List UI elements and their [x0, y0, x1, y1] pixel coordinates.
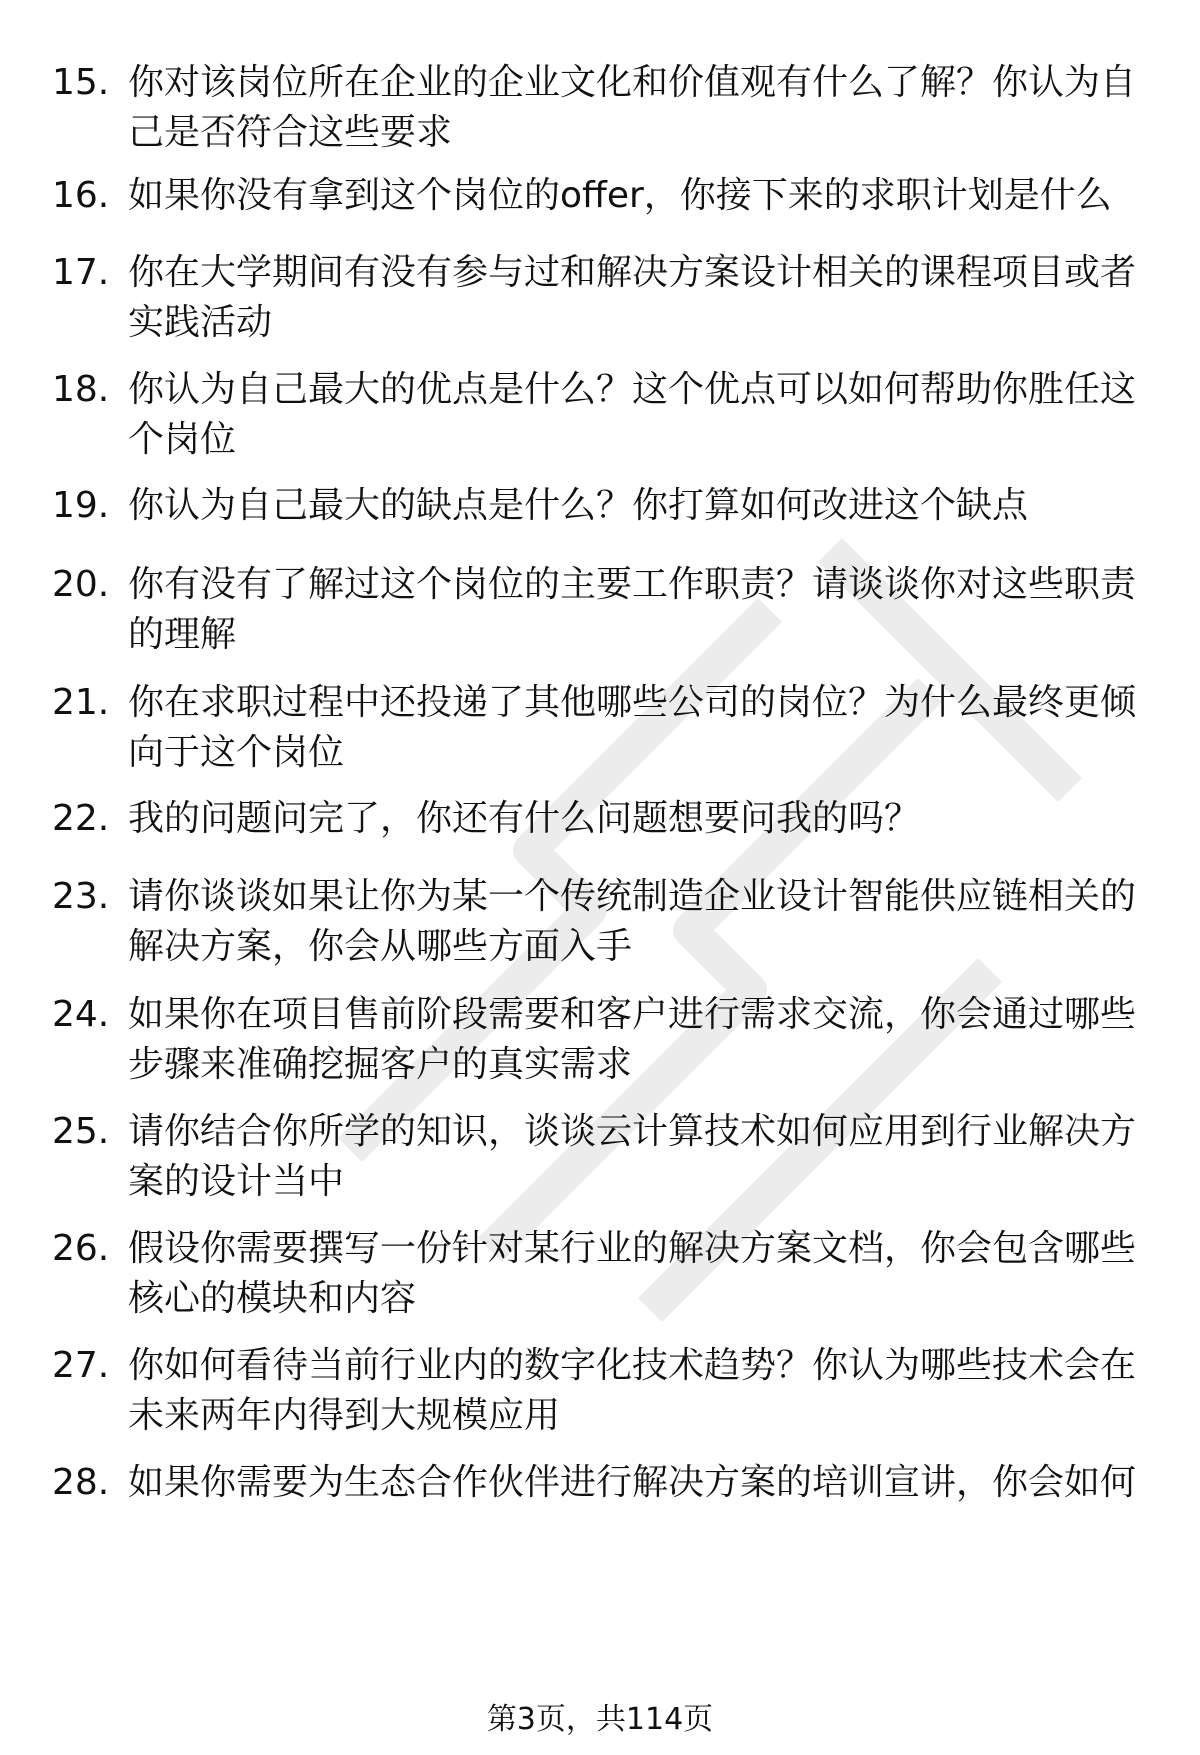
question-number: 22.: [52, 798, 110, 839]
question-number: 25.: [52, 1111, 110, 1152]
question-text: 你对该岗位所在企业的企业文化和价值观有什么了解？你认为自 己是否符合这些要求: [128, 62, 1137, 153]
question-number: 24.: [52, 994, 110, 1035]
question-number: 16.: [52, 175, 110, 216]
question-text: 你如何看待当前行业内的数字化技术趋势？你认为哪些技术会在 未来两年内得到大规模应用: [128, 1345, 1137, 1436]
question-number: 21.: [52, 682, 110, 723]
page-footer: 第3页，共114页: [486, 1702, 714, 1737]
question-text: 请你谈谈如果让你为某一个传统制造企业设计智能供应链相关的 解决方案，你会从哪些方面入手: [128, 876, 1137, 967]
question-text: 你认为自己最大的缺点是什么？你打算如何改进这个缺点: [128, 485, 1029, 526]
question-number: 28.: [52, 1462, 110, 1503]
question-number: 26.: [52, 1228, 110, 1269]
question-text: 你有没有了解过这个岗位的主要工作职责？请谈谈你对这些职责 的理解: [128, 564, 1137, 655]
question-text: 假设你需要撰写一份针对某行业的解决方案文档，你会包含哪些 核心的模块和内容: [128, 1228, 1137, 1319]
question-text: 请你结合你所学的知识，谈谈云计算技术如何应用到行业解决方 案的设计当中: [128, 1111, 1137, 1202]
question-text: 如果你没有拿到这个岗位的offer，你接下来的求职计划是什么: [128, 175, 1112, 216]
question-text: 你在求职过程中还投递了其他哪些公司的岗位？为什么最终更倾 向于这个岗位: [128, 682, 1137, 773]
question-number: 19.: [52, 485, 110, 526]
question-text: 如果你需要为生态合作伙伴进行解决方案的培训宣讲，你会如何: [128, 1462, 1137, 1503]
question-text: 如果你在项目售前阶段需要和客户进行需求交流，你会通过哪些 步骤来准确挖掘客户的真实需求: [128, 994, 1137, 1085]
question-number: 27.: [52, 1345, 110, 1386]
question-number: 23.: [52, 876, 110, 917]
question-text: 我的问题问完了，你还有什么问题想要问我的吗？: [128, 798, 921, 839]
question-number: 20.: [52, 564, 110, 605]
question-text: 你在大学期间有没有参与过和解决方案设计相关的课程项目或者 实践活动: [128, 252, 1137, 343]
question-number: 15.: [52, 62, 110, 103]
question-number: 17.: [52, 252, 110, 293]
question-number: 18.: [52, 369, 110, 410]
question-text: 你认为自己最大的优点是什么？这个优点可以如何帮助你胜任这 个岗位: [128, 369, 1137, 460]
